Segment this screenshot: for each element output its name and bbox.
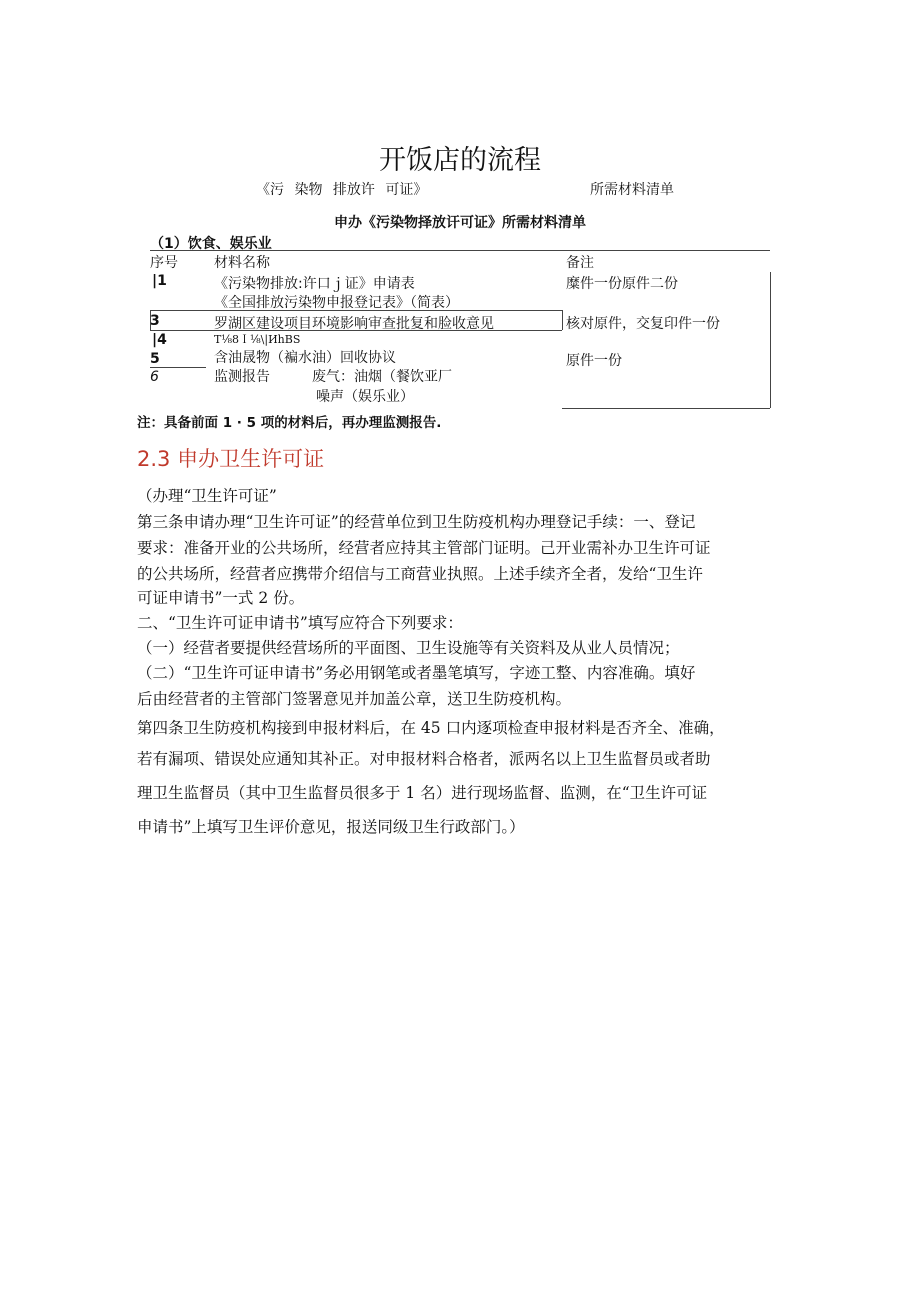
row-material: 《全国排放污染物申报登记表》（简表）	[214, 295, 459, 311]
row-remark: 糜件一份原件二份	[566, 276, 678, 292]
paragraph-line: 若有漏项、错误处应通知其补正。对申报材料合格者，派两名以上卫生监督员或者助	[137, 750, 711, 768]
row-number: |1	[152, 273, 167, 289]
paragraph-line: （一）经营者要提供经营场所的平面图、卫生设施等有关资料及从业人员情况；	[137, 639, 680, 657]
paragraph-line: （办理“卫生许可证”	[137, 487, 277, 505]
row-number: 5	[150, 351, 160, 367]
table-title: 申办《污染物择放讦可证》所需材料清单	[334, 215, 586, 231]
table-note: 注：具备前面 1 · 5 项的材料后，再办理监测报告.	[137, 415, 442, 431]
paragraph-line: 可证申请书”一式 2 份。	[137, 589, 305, 607]
monitoring-gas: 废气：油烟（餐饮亚厂	[312, 369, 452, 385]
paragraph-line: 后由经营者的主管部门签署意见并加盖公章，送卫生防疫机构。	[137, 690, 572, 708]
section-heading: 2.3 申办卫生许可证	[137, 447, 325, 471]
subtitle-permit: 《污 染物 排放许 可证》	[256, 182, 428, 198]
row-remark: 原件一份	[566, 353, 622, 369]
paragraph-line: 理卫生监督员（其中卫生监督员很多于 1 名）进行现场监督、监测，在“卫生许可证	[137, 784, 708, 802]
header-number: 序号	[150, 255, 178, 271]
table-top-rule	[150, 250, 770, 251]
paragraph-line: 申请书”上填写卫生评价意见，报送同级卫生行政部门。）	[137, 818, 525, 836]
subtitle-materials: 所需材料清单	[590, 182, 674, 198]
remark-divider	[562, 310, 563, 330]
header-remark: 备注	[566, 255, 594, 271]
paragraph-line: 第三条申请办理“卫生许可证”的经营单位到卫生防疫机构办理登记手续：一、登记	[137, 513, 696, 531]
monitoring-noise: 噪声（娱乐业）	[316, 389, 414, 405]
table-bottom-rule	[562, 408, 770, 409]
row-material: 罗湖区建设项目环境影响审查批复和脸收意见	[214, 316, 494, 332]
table-category: （1）饮食、娱乐业	[150, 236, 272, 252]
paragraph-line: 二、“卫生许可证申请书”填写应符合下列要求：	[137, 614, 463, 632]
paragraph-line: 第四条卫生防疫机构接到申报材料后，在 45 口内逐项检查申报材料是否齐全、准确，	[137, 719, 725, 737]
row-divider	[150, 367, 206, 368]
row-material-garbled: T⅛8Ｉ⅛\|ИhBS	[214, 333, 301, 346]
table-right-rule	[770, 272, 771, 408]
paragraph-line: （二）“卫生许可证申请书”务必用钢笔或者墨笔填写，字迹工整、内容准确。填好	[137, 664, 696, 682]
paragraph-line: 要求：准备开业的公共场所，经营者应持其主管部门证明。己开业需补办卫生许可证	[137, 539, 711, 557]
row-number: |4	[152, 332, 167, 348]
row-remark: 核对原件，交复印件一份	[566, 316, 720, 332]
row-material: 《污染物排放:许口ｊ证》申请表	[214, 276, 415, 292]
page-title: 开饭店的流程	[379, 145, 541, 176]
row-material: 监测报告	[214, 369, 270, 385]
row-material: 含油晟物（褊水油）回收协议	[214, 350, 396, 366]
paragraph-line: 的公共场所，经营者应携带介绍信与工商营业执照。上述手续齐全者，发给“卫生许	[137, 565, 703, 583]
row-number: 6	[150, 369, 159, 385]
row-number: 3	[150, 313, 160, 329]
header-material: 材料名称	[214, 255, 270, 271]
